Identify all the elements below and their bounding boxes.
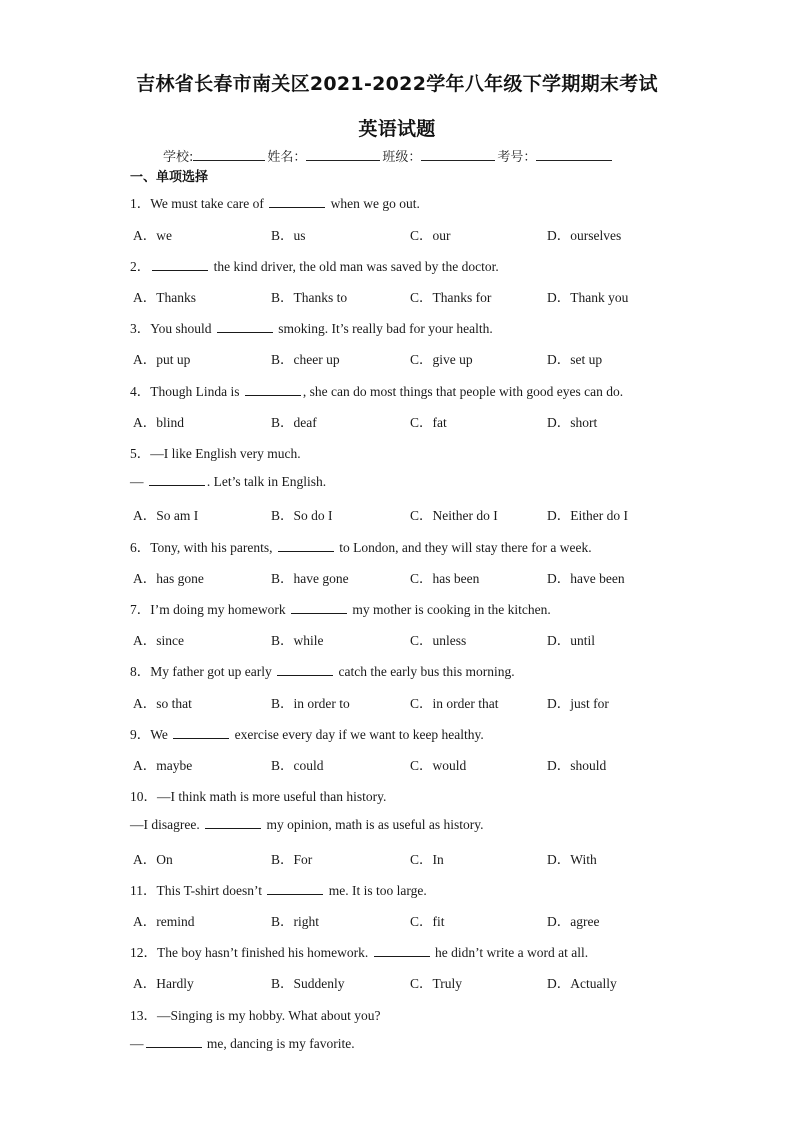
option-a[interactable]: A．maybe [133,758,193,773]
option-a[interactable]: A．Thanks [133,290,196,305]
option-c[interactable]: C．fit [410,914,445,929]
question-text: 2． [130,259,151,274]
exam-subtitle: 英语试题 [358,118,436,140]
option-b[interactable]: B．cheer up [271,352,340,367]
question-11-options [130,910,690,928]
question-9 [130,723,484,743]
question-text: , she can do most things that people with good eyes can do. [302,384,624,399]
option-c[interactable]: C．our [410,228,451,243]
option-b[interactable]: B．Suddenly [271,976,345,991]
question-text: 12．The boy hasn’t finished his homework. [130,945,372,960]
option-b[interactable]: B．For [271,852,313,867]
question-6 [130,536,592,556]
answer-blank [245,383,301,396]
option-b[interactable]: B．while [271,633,324,648]
question-text: — [130,474,147,489]
question-text: exercise every day if we want to keep healthy. [231,727,484,742]
question-text: . Let’s talk in English. [206,474,327,489]
question-text: — [130,1036,144,1051]
option-b[interactable]: B．us [271,228,306,243]
question-text: 3．You should [130,321,215,336]
option-c[interactable]: C．has been [410,571,480,586]
class-blank[interactable] [421,147,495,161]
question-1 [130,192,420,212]
exam-title: 吉林省长春市南关区2021-2022学年八年级下学期期末考试 [136,73,658,95]
number-blank[interactable] [536,147,612,161]
question-10-options [130,848,690,866]
option-d[interactable]: D．With [547,852,597,867]
question-text: the kind driver, the old man was saved by the doctor. [210,259,499,274]
question-text: 1．We must take care of [130,196,268,211]
option-c[interactable]: C．give up [410,352,473,367]
question-1-options [130,224,690,242]
name-label: 姓名： [267,150,307,165]
question-7 [130,598,551,618]
option-a[interactable]: A．since [133,633,184,648]
name-blank[interactable] [306,147,380,161]
question-8 [130,660,515,680]
question-text: to London, and they will stay there for a week. [335,540,592,555]
question-text: my opinion, math is as useful as history. [263,817,484,832]
question-text: 11．This T-shirt doesn’t [130,883,266,898]
option-c[interactable]: C．in order that [410,696,499,711]
option-d[interactable]: D．ourselves [547,228,622,243]
answer-blank [149,473,205,486]
question-12-options [130,972,690,990]
option-a[interactable]: A．remind [133,914,195,929]
option-a[interactable]: A．On [133,852,173,867]
question-9-options [130,754,690,772]
option-d[interactable]: D．Actually [547,976,617,991]
option-c[interactable]: C．Truly [410,976,463,991]
option-b[interactable]: B．have gone [271,571,349,586]
question-11 [130,879,427,899]
question-text: 5．—I like English very much. [130,446,301,461]
question-text: —I disagree. [130,817,204,832]
question-text: 8．My father got up early [130,664,276,679]
question-text: 6．Tony, with his parents, [130,540,276,555]
option-d[interactable]: D．short [547,415,598,430]
question-text: 4．Though Linda is [130,384,243,399]
option-d[interactable]: D．Either do I [547,508,628,523]
question-text: 13．—Singing is my hobby. What about you? [130,1008,381,1023]
question-5 [130,442,301,462]
answer-blank [291,601,347,614]
option-c[interactable]: C．fat [410,415,447,430]
option-d[interactable]: D．set up [547,352,603,367]
option-a[interactable]: A．has gone [133,571,204,586]
question-text: 9．We [130,727,172,742]
question-3-options [130,348,690,366]
option-b[interactable]: B．So do I [271,508,333,523]
question-4 [130,380,623,400]
question-13-reply [130,1035,355,1052]
question-text: my mother is cooking in the kitchen. [348,602,551,617]
option-d[interactable]: D．just for [547,696,609,711]
student-info-line [163,146,614,165]
option-c[interactable]: C．unless [410,633,467,648]
class-label: 班级： [382,150,422,165]
option-a[interactable]: A．Hardly [133,976,194,991]
question-2 [130,255,499,275]
answer-blank [205,816,261,829]
option-d[interactable]: D．Thank you [547,290,629,305]
answer-blank [269,195,325,208]
option-d[interactable]: D．have been [547,571,625,586]
option-b[interactable]: B．could [271,758,324,773]
question-text: catch the early bus this morning. [335,664,515,679]
option-b[interactable]: B．deaf [271,415,317,430]
option-a[interactable]: A．we [133,228,172,243]
option-a[interactable]: A．put up [133,352,191,367]
answer-blank [152,258,208,271]
question-10 [130,785,386,805]
question-text: 7．I’m doing my homework [130,602,289,617]
question-12 [130,941,588,961]
option-c[interactable]: C．would [410,758,467,773]
option-b[interactable]: B．Thanks to [271,290,348,305]
answer-blank [374,944,430,957]
option-d[interactable]: D．should [547,758,607,773]
answer-blank [146,1035,202,1048]
question-5-reply [130,473,326,490]
option-a[interactable]: A．so that [133,696,192,711]
option-a[interactable]: A．blind [133,415,185,430]
school-label: 学校: [163,150,194,165]
section-heading: 一、单项选择 [130,170,209,185]
question-2-options [130,286,690,304]
option-c[interactable]: C．In [410,852,444,867]
question-text: he didn’t write a word at all. [431,945,589,960]
number-label: 考号： [497,150,537,165]
question-7-options [130,629,690,647]
option-d[interactable]: D．agree [547,914,600,929]
school-blank[interactable] [193,147,265,161]
question-8-options [130,692,690,710]
answer-blank [173,726,229,739]
question-4-options [130,411,690,429]
option-c[interactable]: C．Neither do I [410,508,498,523]
option-b[interactable]: B．in order to [271,696,350,711]
question-3 [130,317,493,337]
question-text: when we go out. [327,196,420,211]
answer-blank [278,539,334,552]
answer-blank [217,320,273,333]
option-d[interactable]: D．until [547,633,596,648]
question-5-options [130,504,690,522]
answer-blank [267,882,323,895]
answer-blank [277,663,333,676]
option-a[interactable]: A．So am I [133,508,199,523]
question-10-reply [130,816,483,833]
question-6-options [130,567,690,585]
option-c[interactable]: C．Thanks for [410,290,492,305]
question-text: me, dancing is my favorite. [203,1036,355,1051]
question-text: 10．—I think math is more useful than history. [130,789,387,804]
option-b[interactable]: B．right [271,914,320,929]
question-text: me. It is too large. [325,883,427,898]
question-13 [130,1004,381,1024]
question-text: smoking. It’s really bad for your health. [274,321,493,336]
